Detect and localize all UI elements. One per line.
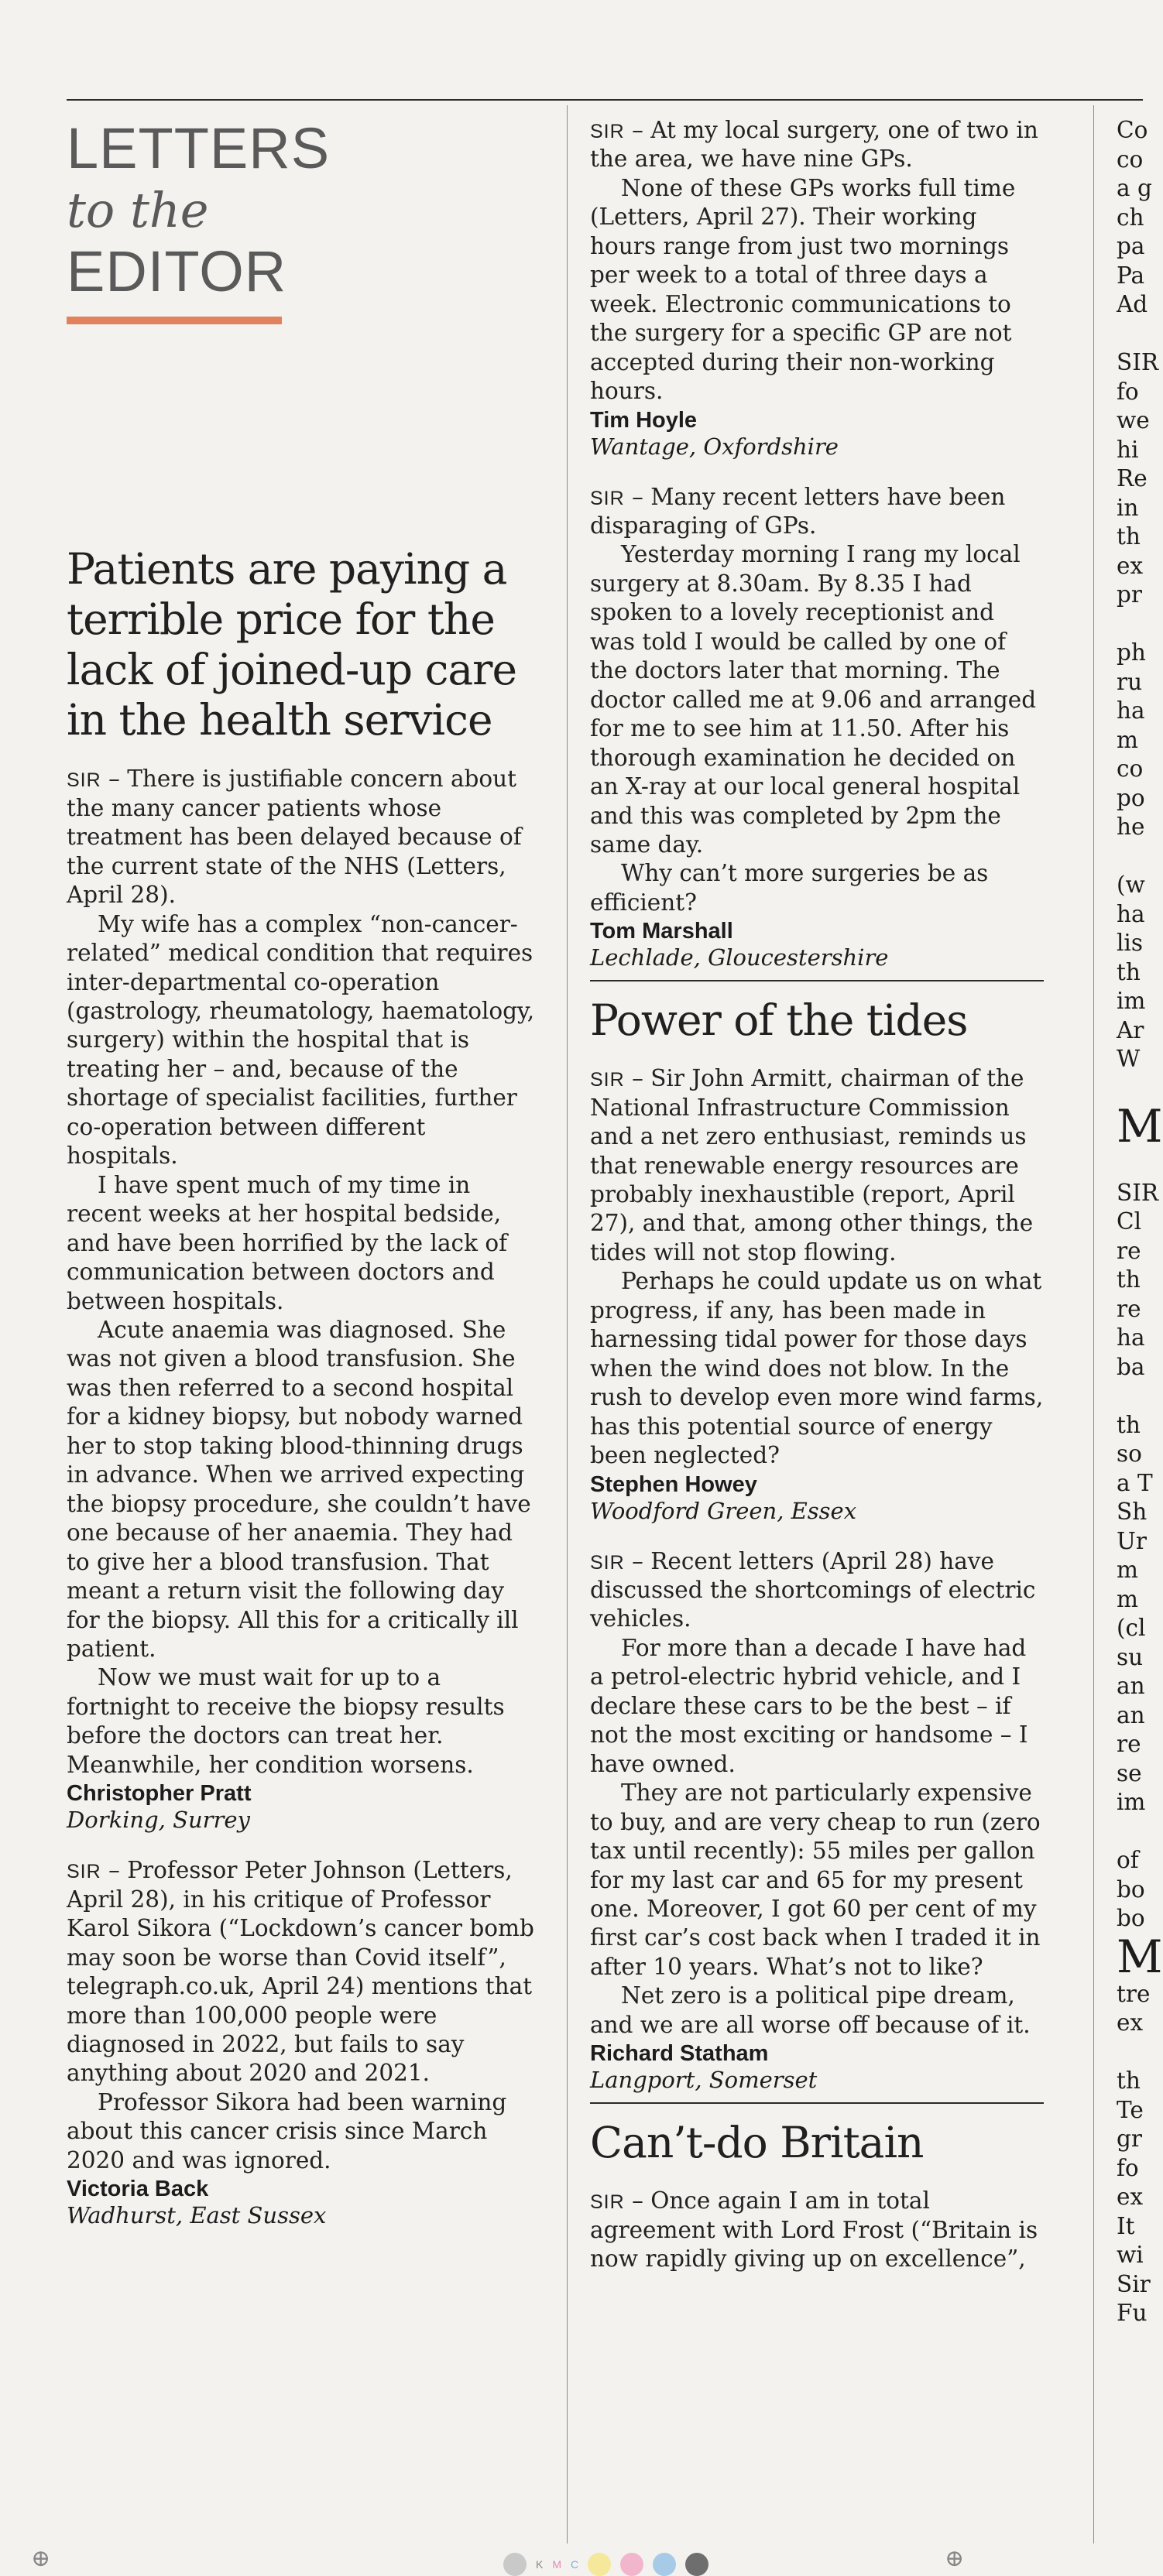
column-right-clipped — [1117, 116, 1163, 2328]
column-rule-2 — [1093, 105, 1094, 2543]
letter-paragraph: SIR – Sir John Armitt, chairman of the National Infrastructure Commission and a net zero enthusiast, reminds us that renewable energy resources are probably inexhaustible (report, April 27), and that, among other things, the tides will not stop flowing. — [590, 1065, 1034, 1266]
letter-paragraph: I have spent much of my time in recent weeks at her hospital bedside, and have been horrified by the lack of communication between doctors and between hospitals. — [67, 1171, 507, 1314]
clipped-text-fragment: Cl — [1117, 1208, 1142, 1235]
clipped-text-fragment: co — [1117, 146, 1144, 173]
clipped-text-fragment: co — [1117, 755, 1144, 782]
sir-salutation: SIR — [67, 769, 101, 792]
letter-hoyle — [590, 116, 1044, 460]
clipped-text-fragment: of — [1117, 1847, 1139, 1873]
letter-author: Richard Statham — [590, 2041, 769, 2067]
clipped-text-fragment: Te — [1117, 2096, 1144, 2123]
clipped-text-fragment: (cl — [1117, 1615, 1146, 1641]
letter-place: Woodford Green, Essex — [590, 1497, 857, 1524]
clipped-text-fragment: tre — [1117, 1980, 1151, 2007]
clipped-text-fragment: th — [1117, 958, 1141, 985]
clipped-text-fragment: fo — [1117, 378, 1139, 405]
clipped-text-fragment: bo — [1117, 1905, 1145, 1931]
clipped-text-fragment: Fu — [1117, 2300, 1148, 2326]
letter-place: Langport, Somerset — [590, 2067, 818, 2094]
clipped-text-fragment: m — [1117, 1557, 1138, 1583]
clipped-text-fragment — [1117, 320, 1163, 349]
clipped-text-fragment: ru — [1117, 668, 1143, 695]
clipped-text-fragment: Co — [1117, 117, 1148, 143]
letter-place: Wantage, Oxfordshire — [590, 433, 839, 460]
letter-paragraph: None of these GPs works full time (Letters, April 27). Their working hours range from just two mornings per week to a total of three days a week. Electronic communications to the surgery for a specific GP are not accepted during their non-working hours. — [590, 174, 1016, 405]
clipped-text-fragment: pr — [1117, 581, 1142, 608]
letter-paragraph: Why can’t more surgeries be as efficient? — [590, 860, 989, 916]
clipped-text-fragment: th — [1117, 2067, 1141, 2094]
clipped-text-fragment: (w — [1117, 872, 1145, 898]
letter-paragraph: SIR – Recent letters (April 28) have discussed the shortcomings of electric vehicles. — [590, 1547, 1036, 1632]
clipped-text-fragment: he — [1117, 814, 1145, 840]
clipped-text-fragment: im — [1117, 1789, 1146, 1815]
printer-colour-bar — [503, 2553, 708, 2576]
printer-letter: M — [552, 2558, 562, 2571]
clipped-text-fragment: a g — [1117, 175, 1152, 201]
clipped-text-fragment: gr — [1117, 2126, 1142, 2152]
printer-dot — [653, 2553, 676, 2576]
clipped-text-fragment: It — [1117, 2212, 1135, 2239]
clipped-text-fragment: m — [1117, 726, 1138, 753]
registration-mark-icon: ⊕ — [31, 2545, 51, 2572]
printer-dot — [685, 2553, 708, 2576]
clipped-text-fragment: ex — [1117, 2009, 1144, 2036]
clipped-text-fragment: so — [1117, 1440, 1142, 1467]
clipped-text-fragment: ch — [1117, 204, 1144, 231]
top-rule — [67, 99, 1143, 101]
printer-dot — [503, 2553, 527, 2576]
clipped-text-fragment: re — [1117, 1237, 1141, 1264]
clipped-text-fragment: lis — [1117, 930, 1144, 956]
printer-dot — [588, 2553, 611, 2576]
clipped-text-fragment — [1117, 2038, 1163, 2067]
clipped-text-fragment: Pa — [1117, 262, 1145, 289]
printer-letter: C — [571, 2558, 579, 2571]
clipped-text-fragment — [1117, 1817, 1163, 1847]
letter-paragraph: They are not particularly expensive to buy, and are very cheap to run (zero tax until recently): 55 miles per gallon for my last car and 65 for my present one. Moreover, I got 60 per cent of my first car’s cost back when I traded it in after 10 years. What’s not to like? — [590, 1780, 1041, 1980]
letter-pratt — [67, 765, 540, 1833]
letter-paragraph: SIR – Once again I am in total agreement with Lord Frost (“Britain is now rapidly giving up on excellence”, — [590, 2187, 1038, 2273]
clipped-text-fragment: ha — [1117, 1324, 1145, 1351]
letter-place: Lechlade, Gloucestershire — [590, 944, 889, 971]
registration-mark-icon: ⊕ — [945, 2545, 965, 2572]
letter-paragraph: Now we must wait for up to a fortnight to receive the biopsy results before the doctors can treat her. Meanwhile, her condition worsens. — [67, 1664, 505, 1778]
sir-salutation: SIR — [67, 1861, 101, 1883]
clipped-text-fragment: th — [1117, 523, 1141, 550]
lead-headline: Patients are paying a terrible price for the lack of joined-up care in the health service — [67, 543, 517, 745]
clipped-text-fragment: ha — [1117, 900, 1145, 927]
clipped-text-fragment: in — [1117, 494, 1139, 521]
clipped-text-fragment: W — [1117, 1046, 1141, 1072]
clipped-text-fragment: Sir — [1117, 2270, 1151, 2297]
clipped-text-fragment: m — [1117, 1585, 1138, 1612]
sir-salutation: SIR — [590, 487, 625, 509]
clipped-text-fragment: M — [1117, 1100, 1163, 1153]
clipped-text-fragment: Ar — [1117, 1016, 1144, 1043]
letter-back — [67, 1856, 540, 2228]
clipped-text-fragment: fo — [1117, 2154, 1139, 2181]
sir-salutation: SIR — [590, 1551, 625, 1574]
clipped-text-fragment — [1117, 1149, 1163, 1179]
clipped-text-fragment: ex — [1117, 552, 1144, 579]
column-left — [67, 116, 540, 2252]
clipped-text-fragment: Re — [1117, 465, 1148, 492]
letter-paragraph: Yesterday morning I rang my local surgery at 8.30am. By 8.35 I had spoken to a lovely receptionist and was told I would be called by one of the doctors later that morning. The doctor called me at 9.06 and arranged for me to see him at 11.50. After his thorough examination he decided on an X-ray at our local general hospital and this was completed by 2pm the same day. — [590, 541, 1037, 858]
clipped-text-fragment: im — [1117, 988, 1146, 1014]
letter-author: Stephen Howey — [590, 1471, 757, 1497]
letter-paragraph: SIR – At my local surgery, one of two in the area, we have nine GPs. — [590, 117, 1038, 173]
clipped-text-fragment: hi — [1117, 436, 1139, 463]
printer-dot — [620, 2553, 643, 2576]
masthead-editor: EDITOR — [67, 239, 287, 304]
letter-paragraph: Perhaps he could update us on what progress, if any, has been made in harnessing tidal power for those days when the wind does not blow. In the rush to develop even more wind farms, has this potential source of energy been neglected? — [590, 1268, 1044, 1469]
masthead-accent-bar — [67, 317, 282, 324]
letter-paragraph: Net zero is a political pipe dream, and we are all worse off because of it. — [590, 1982, 1031, 2038]
clipped-text-fragment: se — [1117, 1759, 1142, 1786]
clipped-text-fragment: Sh — [1117, 1499, 1148, 1525]
sir-salutation: SIR — [590, 2191, 625, 2214]
clipped-text-fragment: M — [1117, 1930, 1163, 1983]
britain-headline: Can’t-do Britain — [590, 2118, 924, 2168]
clipped-text-fragment: bo — [1117, 1875, 1145, 1903]
clipped-text-fragment: th — [1117, 1411, 1141, 1438]
clipped-text-fragment: a T — [1117, 1469, 1153, 1496]
letter-author: Tom Marshall — [590, 919, 733, 944]
letter-paragraph: For more than a decade I have had a petrol-electric hybrid vehicle, and I declare these cars to be the best – if not the most exciting or handsome – I have owned. — [590, 1634, 1028, 1777]
column-middle — [590, 116, 1044, 2274]
letter-paragraph: SIR – There is justifiable concern about the many cancer patients whose treatment has been delayed because of the current state of the NHS (Letters, April 28). — [67, 766, 522, 909]
clipped-text-fragment — [1117, 1382, 1163, 1411]
column-rule-1 — [567, 105, 568, 2543]
clipped-text-fragment: su — [1117, 1643, 1144, 1670]
letter-paragraph: My wife has a complex “non-cancer-related” medical condition that requires inter-departmental co-operation (gastrology, rheumatology, haematology, surgery) within the hospital that is treating her – and, because of the shortage of specialist facilities, further co-operation between different hospitals. — [67, 910, 535, 1170]
clipped-text-fragment — [1117, 610, 1163, 639]
clipped-text-fragment: ha — [1117, 697, 1145, 724]
clipped-text-fragment: re — [1117, 1295, 1141, 1322]
clipped-text-fragment: ex — [1117, 2184, 1144, 2210]
clipped-text-fragment: SIR — [1117, 1179, 1159, 1206]
letter-author: Christopher Pratt — [67, 1781, 252, 1807]
clipped-text-fragment: pa — [1117, 233, 1145, 259]
sir-salutation: SIR — [590, 121, 625, 142]
letter-author: Tim Hoyle — [590, 407, 698, 433]
letter-paragraph: Professor Sikora had been warning about this cancer crisis since March 2020 and was ignored. — [67, 2088, 507, 2174]
clipped-text-fragment: po — [1117, 784, 1145, 811]
masthead-to-the: to the — [67, 181, 209, 238]
printer-letter: K — [536, 2558, 544, 2571]
letter-place: Dorking, Surrey — [67, 1807, 250, 1834]
clipped-text-fragment: an — [1117, 1673, 1145, 1699]
letter-author: Victoria Back — [67, 2177, 209, 2202]
letter-paragraph: SIR – Professor Peter Johnson (Letters, April 28), in his critique of Professor Karol Sikora (“Lockdown’s cancer bomb may soon be worse than Covid itself”, telegraph.co.uk, April 24) mentions that more than 100,000 people were diagnosed in 2022, but fails to say anything about 2020 and 2021. — [67, 1857, 534, 2087]
clipped-text-fragment: wi — [1117, 2242, 1144, 2268]
letter-paragraph: SIR – Many recent letters have been disparaging of GPs. — [590, 483, 1006, 539]
sir-salutation: SIR — [590, 1069, 625, 1091]
clipped-text-fragment: ba — [1117, 1353, 1145, 1380]
letter-howey — [590, 1064, 1044, 1523]
letter-statham — [590, 1547, 1044, 2094]
clipped-text-fragment: ph — [1117, 639, 1146, 666]
clipped-text-fragment: th — [1117, 1266, 1141, 1293]
masthead-letters: LETTERS — [67, 116, 331, 180]
clipped-text-fragment: re — [1117, 1731, 1141, 1757]
section-rule — [590, 2102, 1044, 2104]
letter-marshall — [590, 483, 1044, 971]
tides-headline: Power of the tides — [590, 995, 968, 1046]
clipped-text-fragment — [1117, 842, 1163, 872]
clipped-text-fragment: Ad — [1117, 291, 1148, 317]
clipped-text-fragment: an — [1117, 1701, 1145, 1728]
letter-paragraph: Acute anaemia was diagnosed. She was not given a blood transfusion. She was then referred to a second hospital for a kidney biopsy, but nobody warned her to stop taking blood-thinning drugs in advance. When we arrived expecting the biopsy procedure, she couldn’t have one because of her anaemia. They had to give her a blood transfusion. That meant a return visit the following day for the biopsy. All this for a critically ill patient. — [67, 1317, 531, 1662]
masthead — [67, 116, 540, 324]
clipped-text-fragment: SIR — [1117, 349, 1159, 375]
clipped-text-fragment — [1117, 1074, 1163, 1104]
letter-place: Wadhurst, East Sussex — [67, 2202, 327, 2229]
clipped-text-fragment: we — [1117, 407, 1150, 433]
clipped-text-fragment: Ur — [1117, 1527, 1147, 1554]
section-rule — [590, 980, 1044, 981]
